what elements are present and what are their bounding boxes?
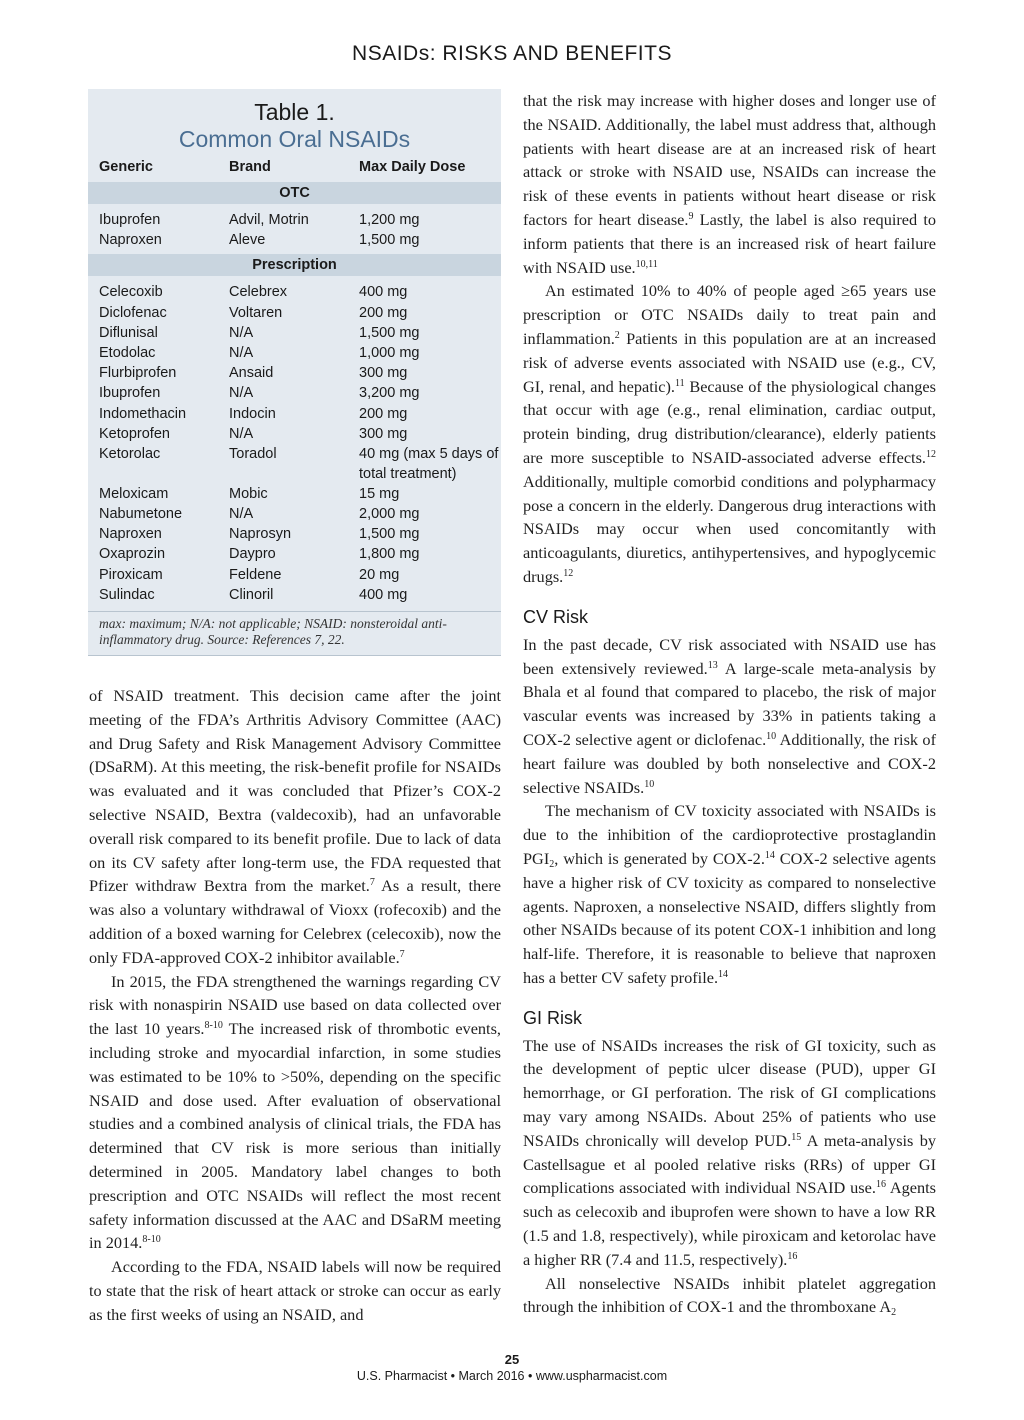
table-footnote: max: maximum; N/A: not applicable; NSAID: nonsteroidal anti-inflammatory drug. Source: References 7, 22. (88, 611, 501, 648)
running-header: NSAIDs: RISKS AND BENEFITS (352, 42, 672, 65)
table-cell: Advil, Motrin (229, 212, 309, 228)
paragraph: An estimated 10% to 40% of people aged ≥65 years use prescription or OTC NSAIDs daily to treat pain and inflammation.$^2$ Patients in this population are at an increased risk of adverse events associated with NSAID use (e.g., CV, GI, renal, and hepatic).$^{11}$ Because of the physiological changes that occur with age (e.g., renal elimination, cardiac output, protein binding, drug distribution/clearance), elderly patients are more susceptible to NSAID-associated adverse effects.$^{12}$ Additionally, multiple comorbid conditions and polypharmacy pose a concern in the elderly. Dangerous drug interactions with NSAIDs may occur when used concomitantly with anticoagulants, diuretics, antihypertensives, and hypoglycemic drugs.$^{12}$ (523, 281, 936, 586)
table-cell: 1,000 mg (359, 344, 420, 361)
column-header: Brand (229, 159, 271, 175)
column-header: Generic (99, 159, 153, 175)
table-cell: 300 mg (359, 365, 408, 382)
publication-line: U.S. Pharmacist • March 2016 • www.uspharmacist.com (356, 1369, 668, 1383)
table-row (88, 282, 501, 302)
table-cell: 2,000 mg (359, 506, 420, 523)
table-cell: 1,200 mg (359, 212, 420, 228)
paragraph: All nonselective NSAIDs inhibit platelet aggregation through the inhibition of COX-1 and the thromboxane $A_2$ (523, 1273, 936, 1319)
paragraph: In the past decade, CV risk associated with NSAID use has been extensively reviewed.$^{13}$ A large-scale meta-analysis by Bhala et al found that compared to placebo, the risk of major vascular events was increased by 33% in patients taking a COX-2 selective agent or diclofenac.$^{10}$ Additionally, the risk of heart failure was doubled by both nonselective and COX-2 selective NSAIDs.$^{10}$ (523, 634, 936, 797)
table-cell: N/A (229, 425, 254, 442)
table-title: Common Oral NSAIDs (178, 126, 411, 152)
table-cell: Meloxicam (99, 485, 169, 502)
table-row (88, 585, 501, 605)
table-cell: Flurbiprofen (99, 365, 177, 382)
paragraph: The use of NSAIDs increases the risk of GI toxicity, such as the development of peptic ulcer disease (PUD), upper GI hemorrhage, or GI perforation. The risk of GI complications may vary among NSAIDs. About 25% of patients who use NSAIDs chronically will develop PUD.$^{15}$ A meta-analysis by Castellsague et al pooled relative risks (RRs) of upper GI complications associated with individual NSAID use.$^{16}$ Agents such as celecoxib and ibuprofen were shown to have a low RR (1.5 and 1.8, respectively), while piroxicam and ketorolac have a higher RR (7.4 and 11.5, respectively).$^{16}$ (523, 1035, 937, 1269)
table-row (88, 565, 501, 585)
table-cell: Clinoril (229, 586, 274, 603)
table-cell: 400 mg (359, 284, 408, 301)
table-cell: Naprosyn (229, 526, 292, 543)
paragraph: According to the FDA, NSAID labels will now be required to state that the risk of heart attack or stroke can occur as early as the first weeks of using an NSAID, and (89, 1257, 501, 1324)
table-cell: N/A (229, 385, 254, 402)
table-row (88, 444, 501, 484)
section-heading-gi-risk: GI Risk (523, 1007, 583, 1028)
table-cell: Mobic (229, 485, 268, 502)
table-cell: 20 mg (359, 566, 400, 583)
paragraph: of NSAID treatment. This decision came after the joint meeting of the FDA’s Arthritis Advisory Committee (AAC) and Drug Safety and Risk Management Advisory Committee (DSaRM). At this meeting, the risk-benefit profile for NSAIDs was evaluated and it was concluded that Pfizer’s COX-2 selective NSAID, Bextra (valdecoxib), had an unfavorable overall risk compared to its benefit profile. Due to lack of data on its CV safety after long-term use, the FDA requested that Pfizer withdraw Bextra from the market.$^7$ As a result, there was also a voluntary withdrawal of Vioxx (rofecoxib) and the addition of a boxed warning for Celebrex (celecoxib), now the only FDA-approved COX-2 inhibitor available.$^7$ (89, 686, 501, 967)
table-cell: 40 mg (max 5 days of total treatment) (359, 445, 499, 482)
table-cell: N/A (229, 324, 254, 341)
table-cell: 400 mg (359, 586, 408, 603)
paragraph: The mechanism of CV toxicity associated with NSAIDs is due to the inhibition of the cardioprotective prostaglandin $PGI_2$, which is generated by COX-2.14 COX-2 selective agents have a higher risk of CV toxicity as compared to nonselective agents. Naproxen, a nonselective NSAID, differs slightly from other NSAIDs because of its potent COX-1 inhibition and long half-life. Therefore, it is reasonable to believe that naproxen has a better CV safety profile.$^{14}$ (523, 801, 936, 987)
left-column (89, 684, 501, 1327)
table-cell: Piroxicam (99, 566, 163, 583)
table-cell: N/A (229, 344, 254, 361)
table-cell: Daypro (229, 546, 276, 563)
table-cell: 300 mg (359, 425, 408, 442)
table-row (88, 524, 501, 544)
table-header-row (88, 156, 501, 178)
table-cell: Diclofenac (99, 304, 167, 321)
table-cell: Naproxen (99, 526, 162, 543)
table-cell: Nabumetone (99, 506, 183, 523)
table-cell: 200 mg (359, 405, 408, 422)
table-cell: Ibuprofen (99, 385, 161, 402)
table-number: Table 1. (254, 99, 335, 125)
table-row (88, 343, 501, 363)
page-number: 25 (504, 1352, 520, 1367)
table-row (88, 363, 501, 383)
table-cell: Ketorolac (99, 445, 161, 462)
table-cell: Toradol (229, 445, 277, 462)
table-row (88, 484, 501, 504)
table-cell: Voltaren (229, 304, 283, 321)
table-body (88, 182, 501, 605)
table-section-header: OTC (88, 182, 501, 204)
table-row (88, 504, 501, 524)
table-cell: Aleve (229, 232, 266, 249)
table-row (88, 323, 501, 343)
table-cell: Indocin (229, 405, 276, 422)
paragraph: that the risk may increase with higher doses and longer use of the NSAID. Additionally, the label must address that, although patients with heart disease are at an increased risk of heart attack or stroke with NSAID use, NSAIDs can increase the risk of these events in patients without heart disease or risk factors for heart disease.$^9$ Lastly, the label is also required to inform patients that there is an increased risk of heart failure with NSAID use.$^{10,11}$ (523, 91, 936, 277)
table-cell: Oxaprozin (99, 546, 166, 563)
section-heading-cv-risk: CV Risk (523, 606, 589, 627)
table-cell: Feldene (229, 566, 282, 583)
table-row (88, 424, 501, 444)
table-cell: 1,500 mg (359, 324, 420, 341)
right-column (523, 89, 936, 1319)
table-cell: 15 mg (359, 485, 400, 502)
table-row (88, 404, 501, 424)
table-cell: 1,500 mg (359, 232, 420, 249)
table-cell: Sulindac (99, 586, 155, 603)
table-cell: Celebrex (229, 284, 288, 301)
table-cell: Ketoprofen (99, 425, 170, 442)
table-row (88, 230, 501, 250)
table-cell: Ansaid (229, 365, 274, 382)
table-cell: Naproxen (99, 232, 162, 249)
table-cell: N/A (229, 506, 254, 523)
page-footer (0, 1351, 1024, 1385)
table-cell: 3,200 mg (359, 385, 420, 402)
nsaid-table (88, 89, 501, 656)
table-row (88, 383, 501, 403)
table-cell: 1,800 mg (359, 546, 420, 563)
table-cell: Celecoxib (99, 284, 163, 301)
table-section-header: Prescription (88, 254, 501, 276)
table-cell: Etodolac (99, 344, 156, 361)
table-cell: Indomethacin (99, 405, 187, 422)
table-cell: Ibuprofen (99, 212, 161, 228)
table-row (88, 303, 501, 323)
table-cell: 1,500 mg (359, 526, 420, 543)
table-row (88, 210, 501, 230)
paragraph: In 2015, the FDA strengthened the warnings regarding CV risk with nonaspirin NSAID use based on data collected over the last 10 years.$^{8-10}$ The increased risk of thrombotic events, including stroke and myocardial infarction, in some studies was estimated to be 10% to >50%, depending on the specific NSAID and dose used. After evaluation of observational studies and a combined analysis of clinical trials, the FDA has determined that CV risk is more serious than initially determined in 2005. Mandatory label changes to both prescription and OTC NSAIDs will reflect the most recent safety information discussed at the AAC and DSaRM meeting in 2014.$^{8-10}$ (89, 971, 501, 1253)
column-header: Max Daily Dose (359, 159, 466, 175)
table-row (88, 544, 501, 564)
table-cell: 200 mg (359, 304, 408, 321)
table-cell: Diflunisal (99, 324, 158, 341)
